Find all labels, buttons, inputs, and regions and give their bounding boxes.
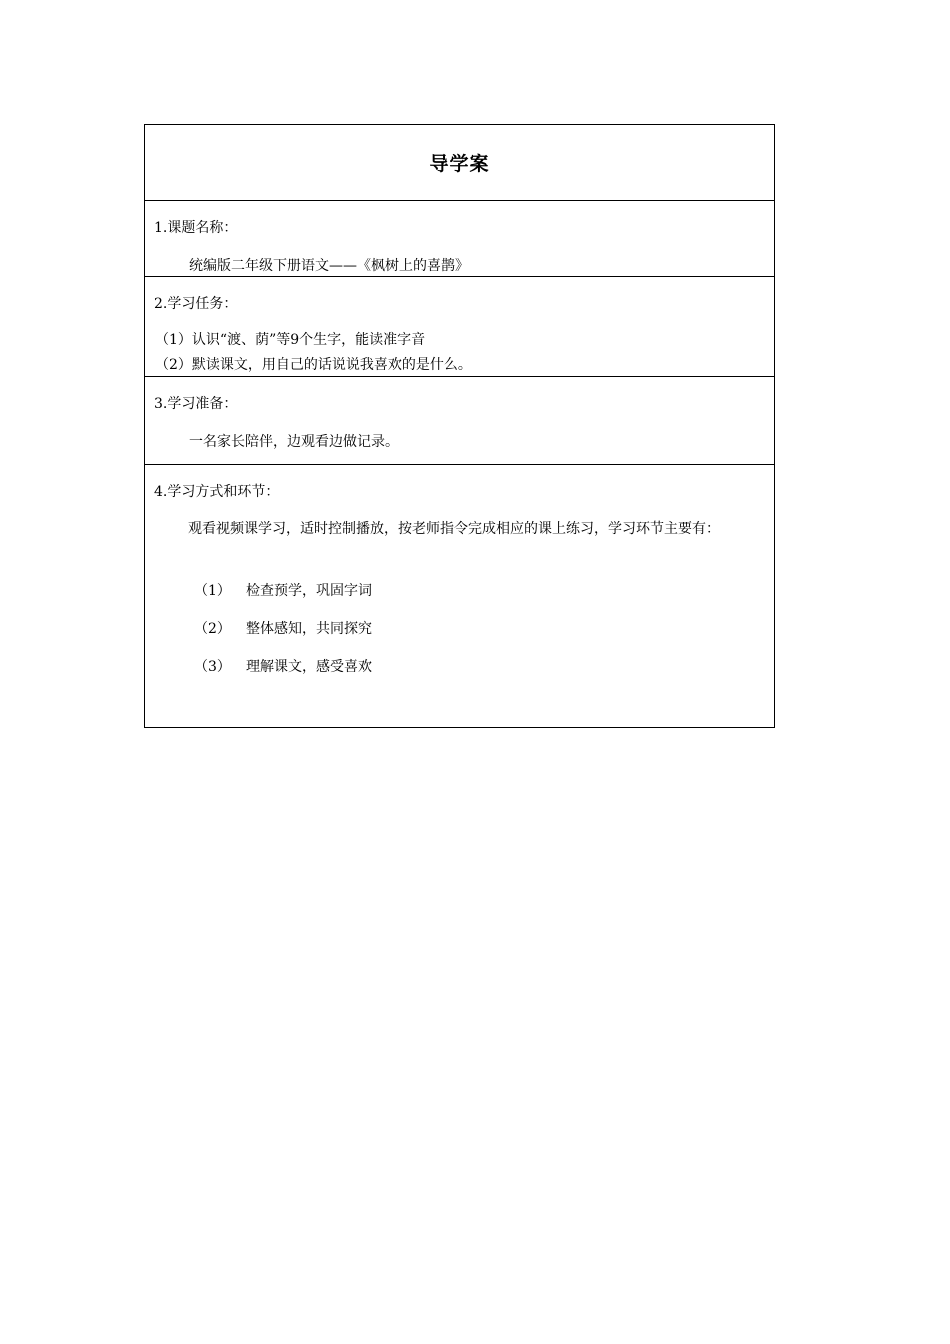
step-text: 检查预学，巩固字词 xyxy=(246,583,372,599)
step-number: （1） xyxy=(194,583,231,599)
preparation-text: 一名家长陪伴，边观看边做记录。 xyxy=(189,434,399,450)
section-label: 2.学习任务： xyxy=(154,296,238,312)
step-item xyxy=(145,581,372,601)
section-label: 1.课题名称： xyxy=(154,220,238,236)
document-title: 导学案 xyxy=(429,153,490,175)
topic-text: 统编版二年级下册语文——《枫树上的喜鹊》 xyxy=(189,258,469,274)
step-text: 理解课文，感受喜欢 xyxy=(246,659,372,675)
section-label: 3.学习准备： xyxy=(154,396,238,412)
task-item: （1）认识“渡、荫”等9个生字，能读准字音 xyxy=(155,332,426,348)
section-tasks xyxy=(145,277,774,377)
title-cell xyxy=(145,125,774,201)
step-number: （3） xyxy=(194,659,231,675)
step-item xyxy=(145,619,372,639)
methods-paragraph: 观看视频课学习，适时控制播放，按老师指令完成相应的课上练习，学习环节主要有： xyxy=(188,521,720,537)
step-text: 整体感知，共同探究 xyxy=(246,621,372,637)
step-item xyxy=(145,657,372,677)
section-topic xyxy=(145,201,774,277)
section-label: 4.学习方式和环节： xyxy=(154,484,280,500)
study-guide-table xyxy=(144,124,775,728)
step-number: （2） xyxy=(194,621,231,637)
section-preparation xyxy=(145,377,774,465)
section-methods xyxy=(145,465,774,727)
task-item: （2）默读课文，用自己的话说说我喜欢的是什么。 xyxy=(155,357,472,373)
